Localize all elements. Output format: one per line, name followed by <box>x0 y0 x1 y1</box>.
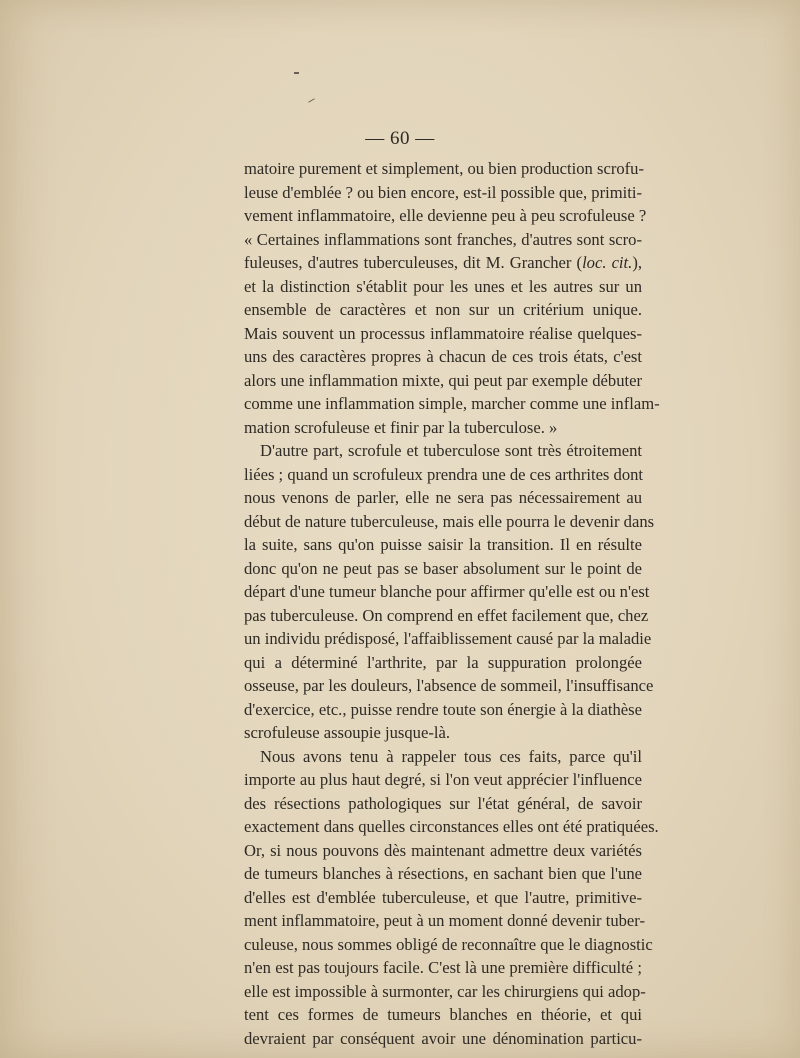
text-line: tent ces formes de tumeurs blanches en théorie, et qui <box>244 1005 642 1024</box>
text-line: ment inflammatoire, peut à un moment donné devenir tuber- <box>244 911 646 930</box>
text-line: culeuse, nous sommes obligé de reconnaître que le diagnostic <box>244 934 653 954</box>
ink-speck <box>308 98 315 102</box>
text-line: Mais souvent un processus inflammatoire réalise quelques- <box>244 323 642 343</box>
text-line: elle est impossible à surmonter, car les chirurgiens qui adop- <box>244 981 646 1001</box>
text-line: et la distinction s'établit pour les unes et les autres sur un <box>244 276 642 296</box>
text-line: vement inflammatoire, elle devienne peu à peu scrofuleuse ? <box>244 206 647 225</box>
text-line: départ d'une tumeur blanche pour affirmer qu'elle est ou n'est <box>244 582 650 601</box>
text-line: ensemble de caractères et non sur un critérium unique. <box>244 300 642 319</box>
paragraph-start: Nous avons tenu à rappeler tous ces faits, parce qu'il <box>260 746 642 766</box>
citation-italic: loc. cit. <box>582 253 633 272</box>
text-line: alors une inflammation mixte, qui peut par exemple débuter <box>244 370 642 390</box>
text-segment: fuleuses, d'autres tuberculeuses, dit M. Grancher ( <box>244 253 583 272</box>
text-line: pas tuberculeuse. On comprend en effet facilement que, chez <box>244 605 649 625</box>
text-line: n'en est pas toujours facile. C'est là une première difficulté ; <box>244 958 642 977</box>
text-line: de tumeurs blanches à résections, en sachant bien que l'une <box>244 864 642 883</box>
text-line: devraient par conséquent avoir une dénomination particu- <box>244 1028 642 1048</box>
text-line: la suite, sans qu'on puisse saisir la transition. Il en résulte <box>244 535 642 554</box>
page-number: — 60 — <box>365 128 435 149</box>
text-line: nous venons de parler, elle ne sera pas nécessairement au <box>244 488 642 507</box>
text-line-citation <box>244 251 642 275</box>
text-line: osseuse, par les douleurs, l'absence de sommeil, l'insuffisance <box>244 676 654 695</box>
text-line: importe au plus haut degré, si l'on veut apprécier l'influence <box>244 770 642 789</box>
text-line: un individu prédisposé, l'affaiblissement causé par la maladie <box>244 629 652 648</box>
text-line: matoire purement et simplement, ou bien production scrofu- <box>244 159 644 178</box>
paragraph-start: D'autre part, scrofule et tuberculose sont très étroitement <box>260 441 642 460</box>
text-line: mation scrofuleuse et finir par la tuberculose. » <box>244 417 558 437</box>
text-line: exactement dans quelles circonstances elles ont été pratiquées. <box>244 817 659 836</box>
text-line: liées ; quand un scrofuleux prendra une de ces arthrites dont <box>244 464 644 484</box>
text-line: des résections pathologiques sur l'état général, de savoir <box>244 793 642 813</box>
text-line: début de nature tuberculeuse, mais elle pourra le devenir dans <box>244 511 655 531</box>
text-line: leuse d'emblée ? ou bien encore, est-il possible que, primiti- <box>244 182 642 202</box>
text-line: uns des caractères propres à chacun de ces trois états, c'est <box>244 347 642 366</box>
text-line: qui a déterminé l'arthrite, par la suppuration prolongée <box>244 652 642 672</box>
text-line: donc qu'on ne peut pas se baser absolument sur le point de <box>244 558 642 578</box>
text-line: « Certaines inflammations sont franches, d'autres sont scro- <box>244 229 642 249</box>
text-line: scrofuleuse assoupie jusque-là. <box>244 723 450 742</box>
ink-speck <box>294 72 299 74</box>
text-line: d'exercice, etc., puisse rendre toute son énergie à la diathèse <box>244 699 642 719</box>
text-line: d'elles est d'emblée tuberculeuse, et que l'autre, primitive- <box>244 887 642 907</box>
body-text <box>244 157 660 1050</box>
text-line: Or, si nous pouvons dès maintenant admettre deux variétés <box>244 840 642 860</box>
text-segment: ), <box>632 253 642 272</box>
text-line: comme une inflammation simple, marcher comme une inflam- <box>244 394 660 413</box>
